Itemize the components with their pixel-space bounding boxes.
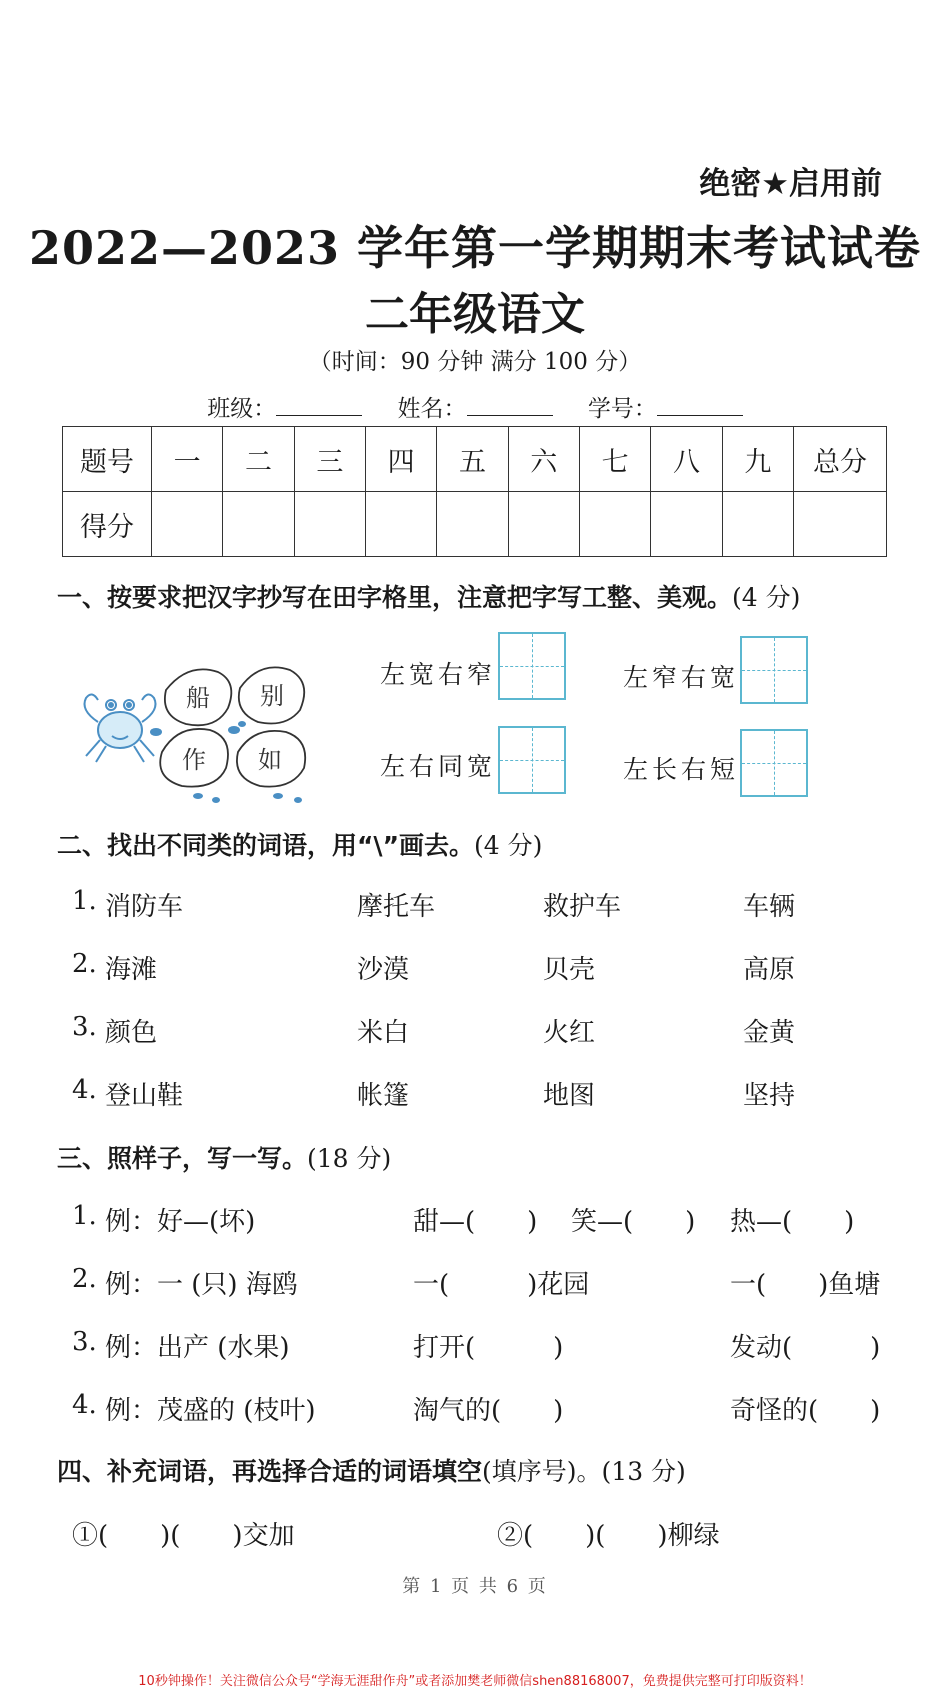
example-text: 例：茂盛的 (枝叶) [105, 1396, 316, 1426]
stone-char-1: 船 [186, 684, 210, 712]
section4-points: (13 分) [601, 1457, 686, 1486]
word-item[interactable]: 海滩 [105, 955, 158, 985]
word-item[interactable]: 登山鞋 [105, 1081, 184, 1111]
score-cell[interactable] [365, 492, 436, 557]
fill-blank-item[interactable]: 淘气的( ) [413, 1396, 564, 1426]
section3-title: 三、照样子，写一写。 [57, 1144, 308, 1173]
word-item[interactable]: 贝壳 [543, 955, 596, 985]
word-item[interactable]: 帐篷 [357, 1081, 410, 1111]
score-header-cell: 一 [152, 427, 223, 492]
confidential-mark: 绝密★启用前 [699, 166, 882, 202]
score-cell[interactable] [722, 492, 793, 557]
grid-label-1: 左宽右窄 [380, 660, 497, 689]
class-field [207, 396, 362, 422]
score-cell[interactable] [508, 492, 579, 557]
section2-heading [57, 826, 542, 862]
grid-label-3: 左右同宽 [380, 752, 497, 781]
score-header-cell: 三 [294, 427, 365, 492]
section3-heading [57, 1139, 391, 1175]
word-item[interactable]: 沙漠 [357, 955, 410, 985]
section3-row-num: 1. [72, 1201, 97, 1231]
fill-blank-item[interactable]: 甜—( ) [413, 1207, 538, 1237]
score-header-cell: 二 [223, 427, 294, 492]
class-label: 班级： [207, 396, 277, 422]
score-header-cell: 五 [437, 427, 508, 492]
crab-icon [85, 694, 156, 762]
score-cell[interactable] [651, 492, 722, 557]
section1-title: 一、按要求把汉字抄写在田字格里，注意把字写工整、美观。 [57, 583, 733, 612]
promo-banner: 10秒钟操作！关注微信公众号“学海无涯甜作舟”或者添加樊老师微信shen88168007，免费提供完整可打印版资料！ [138, 1674, 812, 1689]
stone-char-2: 别 [260, 682, 284, 710]
section3-row-num: 2. [72, 1264, 97, 1294]
exam-title: 2022—2023 学年第一学期期末考试试卷 [28, 221, 922, 275]
score-table [62, 426, 887, 557]
section3-row-num: 3. [72, 1327, 97, 1357]
id-blank[interactable] [657, 395, 743, 416]
student-info [0, 390, 950, 423]
score-cell[interactable] [579, 492, 650, 557]
score-header-cell: 四 [365, 427, 436, 492]
score-cell[interactable] [152, 492, 223, 557]
score-header-cell: 七 [579, 427, 650, 492]
name-label: 姓名： [397, 396, 467, 422]
section2-title: 二、找出不同类的词语，用“\”画去。 [57, 831, 474, 860]
word-item[interactable]: 金黄 [743, 1018, 796, 1048]
grid-label-4: 左长右短 [623, 755, 740, 784]
fill-blank-item[interactable]: 奇怪的( ) [730, 1396, 881, 1426]
section4-heading [57, 1452, 686, 1488]
section2-row-num: 3. [72, 1012, 97, 1042]
section2-row-num: 4. [72, 1075, 97, 1105]
stone-char-3: 作 [182, 746, 206, 774]
fill-blank-item[interactable]: 笑—( ) [571, 1207, 696, 1237]
score-cell[interactable] [223, 492, 294, 557]
section4-title-note: (填序号)。 [482, 1457, 602, 1486]
name-field [398, 396, 553, 422]
writing-grid-1[interactable] [498, 632, 566, 700]
word-item[interactable]: 地图 [543, 1081, 596, 1111]
fill-blank-item[interactable]: 打开( ) [413, 1333, 564, 1363]
word-item[interactable]: 消防车 [105, 892, 184, 922]
fill-blank-item[interactable]: ①( )( )交加 [72, 1521, 295, 1551]
word-item[interactable]: 米白 [357, 1018, 410, 1048]
score-header-row [63, 427, 887, 492]
section1-points: (4 分) [732, 583, 801, 612]
fill-blank-item[interactable]: 热—( ) [730, 1207, 855, 1237]
id-label: 学号： [587, 396, 657, 422]
score-header-cell: 八 [651, 427, 722, 492]
word-item[interactable]: 救护车 [543, 892, 622, 922]
section4-title: 四、补充词语，再选择合适的词语填空 [57, 1457, 483, 1486]
page-number: 第 1 页 共 6 页 [402, 1576, 548, 1597]
score-value-row [63, 492, 887, 557]
class-blank[interactable] [276, 395, 362, 416]
writing-grid-3[interactable] [498, 726, 566, 794]
id-field [588, 396, 743, 422]
score-header-cell: 九 [722, 427, 793, 492]
crab-stones-illustration [78, 660, 338, 805]
example-text: 例：好—(坏) [105, 1207, 256, 1237]
score-cell[interactable] [794, 492, 887, 557]
grid-label-2: 左窄右宽 [623, 663, 740, 692]
score-header-cell: 六 [508, 427, 579, 492]
fill-blank-item[interactable]: 一( )花园 [413, 1270, 590, 1300]
section3-points: (18 分) [307, 1144, 392, 1173]
writing-grid-4[interactable] [740, 729, 808, 797]
section2-row-num: 2. [72, 949, 97, 979]
word-item[interactable]: 颜色 [105, 1018, 158, 1048]
example-text: 例：一 (只) 海鸥 [105, 1270, 298, 1300]
score-cell[interactable] [294, 492, 365, 557]
score-header-cell: 题号 [63, 427, 152, 492]
word-item[interactable]: 高原 [743, 955, 796, 985]
section2-row-num: 1. [72, 886, 97, 916]
writing-grid-2[interactable] [740, 636, 808, 704]
word-item[interactable]: 车辆 [743, 892, 796, 922]
example-text: 例：出产 (水果) [105, 1333, 290, 1363]
score-row-label: 得分 [63, 492, 152, 557]
word-item[interactable]: 坚持 [743, 1081, 796, 1111]
stone-char-4: 如 [258, 746, 282, 774]
score-header-cell: 总分 [794, 427, 887, 492]
section3-row-num: 4. [72, 1390, 97, 1420]
score-cell[interactable] [437, 492, 508, 557]
section2-points: (4 分) [474, 831, 543, 860]
fill-blank-item[interactable]: 一( )鱼塘 [730, 1270, 881, 1300]
fill-blank-item[interactable]: 发动( ) [730, 1333, 881, 1363]
word-item[interactable]: 摩托车 [357, 892, 436, 922]
time-info: （时间：90 分钟 满分 100 分） [308, 349, 642, 375]
fill-blank-item[interactable]: ②( )( )柳绿 [497, 1521, 720, 1551]
exam-subtitle: 二年级语文 [365, 289, 585, 340]
section1-heading [57, 578, 800, 614]
name-blank[interactable] [467, 395, 553, 416]
word-item[interactable]: 火红 [543, 1018, 596, 1048]
